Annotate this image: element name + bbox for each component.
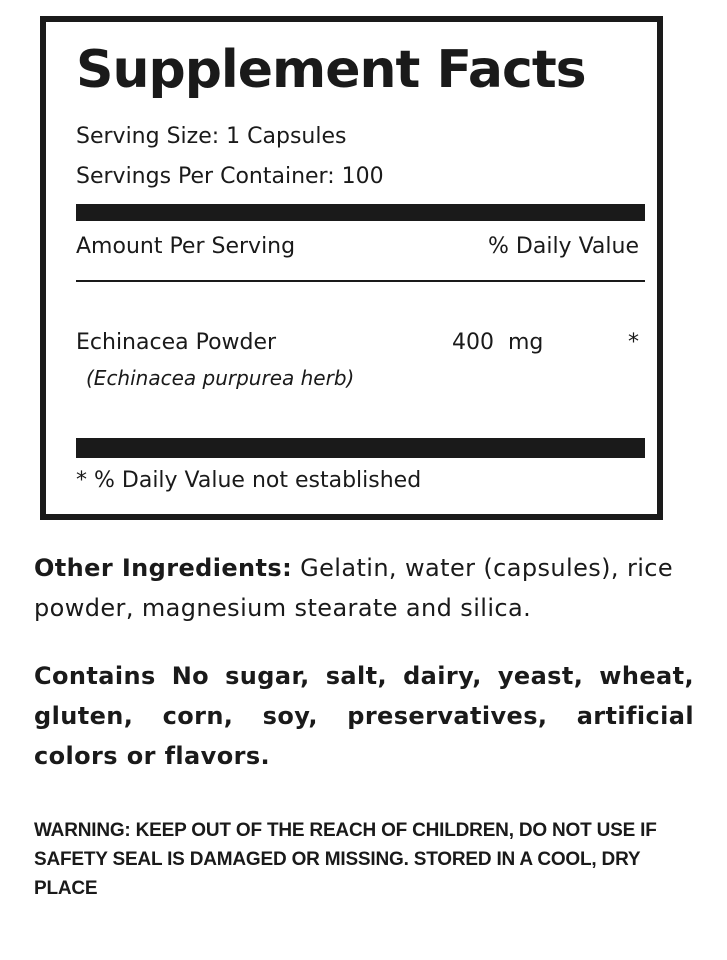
thick-divider-top (76, 204, 645, 221)
daily-value-footnote: * % Daily Value not established (76, 468, 422, 493)
daily-value-header: % Daily Value (488, 234, 639, 259)
ingredient-latin-name: (Echinacea purpurea herb) (86, 366, 355, 390)
supplement-facts-panel (40, 16, 663, 520)
thin-divider (76, 280, 645, 282)
servings-per-container: Servings Per Container: 100 (76, 164, 384, 189)
other-ingredients-label: Other Ingredients: (34, 554, 293, 582)
serving-size: Serving Size: 1 Capsules (76, 124, 347, 149)
panel-title: Supplement Facts (76, 40, 586, 100)
other-ingredients-text: Gelatin, water (capsules), rice powder, magnesium stearate and silica. (34, 554, 674, 622)
warning-statement: WARNING: KEEP OUT OF THE REACH OF CHILDREN, DO NOT USE IF SAFETY SEAL IS DAMAGED OR MISSING. STORED IN A COOL, DRY PLACE (34, 820, 657, 899)
other-ingredients (34, 548, 694, 628)
thick-divider-bottom (76, 438, 645, 458)
ingredient-name: Echinacea Powder (76, 330, 277, 355)
ingredient-amount: 400 mg (452, 330, 544, 355)
amount-per-serving-header: Amount Per Serving (76, 234, 296, 259)
ingredient-daily-value: * (628, 330, 639, 355)
contains-statement: Contains No sugar, salt, dairy, yeast, wheat, gluten, corn, soy, preservatives, artificial colors or flavors. (34, 662, 694, 770)
